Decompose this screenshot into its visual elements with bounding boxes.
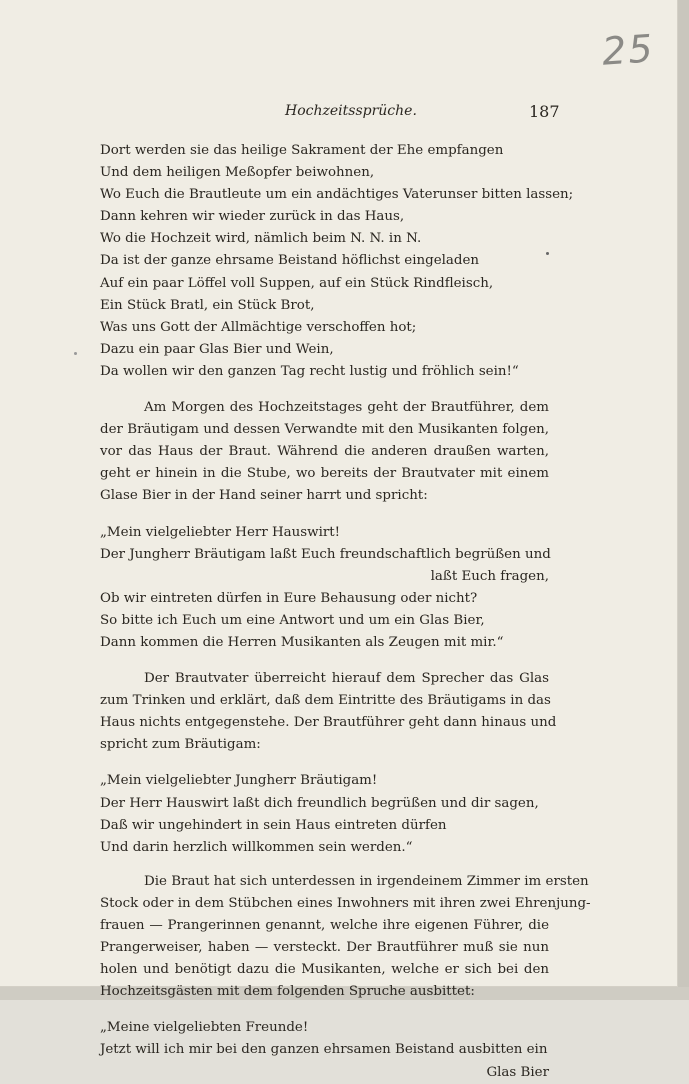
verse-line-continuation: laßt Euch fragen, — [430, 568, 549, 584]
prose-line: zum Trinken und erklärt, daß dem Eintritte des Bräutigams in das — [100, 693, 551, 709]
prose-line: Stock oder in dem Stübchen eines Inwohners mit ihren zwei Ehrenjung- — [100, 895, 591, 911]
verse-line: Der Jungherr Bräutigam laßt Euch freundschaftlich begrüßen und — [100, 546, 551, 562]
verse-line: Da ist der ganze ehrsame Beistand höflichst eingeladen — [100, 253, 480, 269]
prose-line: der Bräutigam und dessen Verwandte mit den Musikanten folgen, — [100, 422, 549, 438]
verse-line: Wo die Hochzeit wird, nämlich beim N. N. in N. — [100, 231, 422, 247]
verse-line: Und dem heiligen Meßopfer beiwohnen, — [100, 165, 375, 181]
verse-line: „Mein vielgeliebter Herr Hauswirt! — [100, 524, 341, 540]
prose-paragraph-3 — [100, 871, 591, 1004]
verse-line: Daß wir ungehindert in sein Haus eintreten dürfen — [100, 817, 447, 833]
verse-block-2 — [100, 522, 549, 655]
prose-line: Am Morgen des Hochzeitstages geht der Brautführer, dem — [144, 400, 549, 416]
verse-line: Ein Stück Bratl, ein Stück Brot, — [100, 297, 315, 313]
prose-paragraph-2 — [100, 668, 557, 756]
running-head: Hochzeitssprüche. — [285, 103, 417, 119]
verse-block-4 — [100, 1017, 549, 1083]
verse-line: Dann kehren wir wieder zurück in das Haus, — [100, 209, 405, 225]
prose-line: Haus nichts entgegenstehe. Der Brautführer geht dann hinaus und — [100, 715, 557, 731]
verse-line-continuation: Glas Bier — [486, 1064, 549, 1080]
prose-line: vor das Haus der Braut. Während die anderen draußen warten, — [100, 444, 549, 460]
verse-line: Dann kommen die Herren Musikanten als Zeugen mit mir.“ — [100, 634, 504, 650]
verse-line: Ob wir eintreten dürfen in Eure Behausung oder nicht? — [100, 590, 478, 606]
body-text — [100, 140, 591, 1084]
verse-line: Dazu ein paar Glas Bier und Wein, — [100, 341, 334, 357]
verse-block-3 — [100, 770, 549, 858]
page-number: 187 — [529, 102, 560, 121]
verse-line: Da wollen wir den ganzen Tag recht lustig und fröhlich sein!“ — [100, 363, 519, 379]
prose-line: Hochzeitsgästen mit dem folgenden Spruche ausbittet: — [100, 984, 475, 1000]
ink-speck — [74, 352, 77, 355]
verse-line: Jetzt will ich mir bei den ganzen ehrsamen Beistand ausbitten ein — [100, 1042, 548, 1058]
verse-line: Dort werden sie das heilige Sakrament der Ehe empfangen — [100, 143, 504, 158]
prose-line: Prangerweiser, haben — versteckt. Der Brautführer muß sie nun — [100, 940, 549, 956]
verse-line: Der Herr Hauswirt laßt dich freundlich begrüßen und dir sagen, — [100, 795, 539, 811]
prose-line: Der Brautvater überreicht hierauf dem Sprecher das Glas — [144, 671, 549, 687]
prose-line: frauen — Prangerinnen genannt, welche ihre eigenen Führer, die — [100, 918, 549, 933]
prose-line: geht er hinein in die Stube, wo bereits der Brautvater mit einem — [100, 466, 549, 482]
verse-line: Wo Euch die Brautleute um ein andächtiges Vaterunser bitten lassen; — [100, 187, 574, 203]
verse-line: Und darin herzlich willkommen sein werden.“ — [100, 839, 413, 855]
verse-line: Was uns Gott der Allmächtige verschoffen hot; — [100, 319, 417, 335]
prose-line: Glase Bier in der Hand seiner harrt und spricht: — [100, 488, 428, 504]
verse-block-1 — [100, 140, 574, 383]
prose-line: spricht zum Bräutigam: — [100, 737, 261, 753]
pencil-annotation: 25 — [600, 26, 656, 74]
verse-line: Auf ein paar Löffel voll Suppen, auf ein Stück Rindfleisch, — [100, 275, 494, 291]
prose-paragraph-1 — [100, 397, 549, 507]
page-edge-right — [678, 0, 689, 1000]
verse-line: „Meine vielgeliebten Freunde! — [100, 1020, 309, 1036]
verse-line: So bitte ich Euch um eine Antwort und um ein Glas Bier, — [100, 612, 485, 628]
verse-line: „Mein vielgeliebter Jungherr Bräutigam! — [100, 773, 378, 789]
prose-line: holen und benötigt dazu die Musikanten, welche er sich bei den — [100, 962, 549, 978]
prose-line: Die Braut hat sich unterdessen in irgendeinem Zimmer im ersten — [144, 873, 589, 889]
